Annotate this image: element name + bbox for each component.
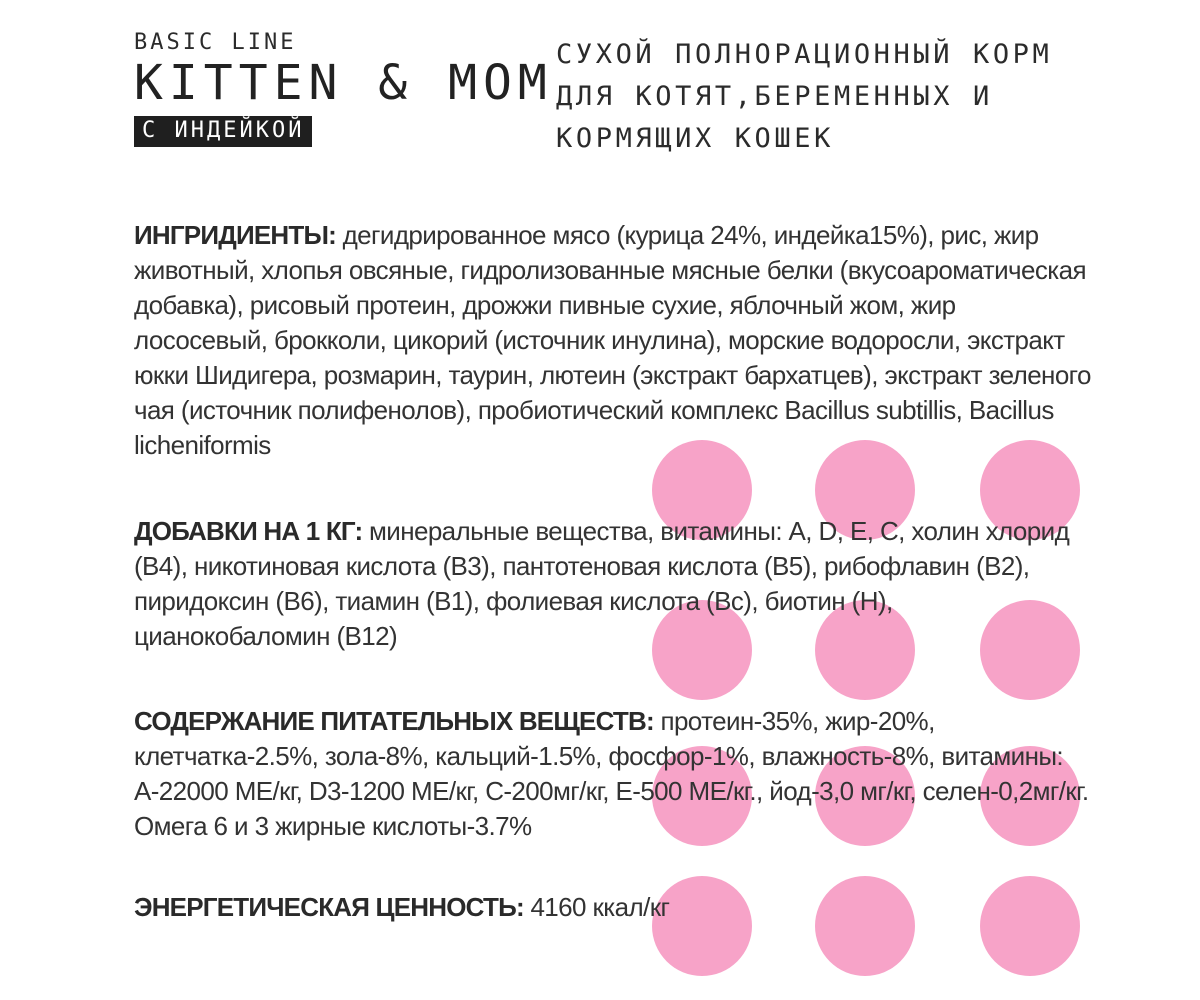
descriptor-line: СУХОЙ ПОЛНОРАЦИОННЫЙ КОРМ: [556, 39, 1053, 70]
additives-section: [134, 514, 1094, 654]
energy-section: [134, 890, 1094, 925]
energy-label: ЭНЕРГЕТИЧЕСКАЯ ЦЕННОСТЬ:: [134, 892, 524, 922]
descriptor-line: ДЛЯ КОТЯТ,БЕРЕМЕННЫХ И: [556, 81, 993, 112]
brand-block: [134, 30, 553, 147]
nutrients-section: [134, 704, 1094, 844]
product-line: BASIC LINE: [134, 30, 297, 55]
ingredients-text: дегидрированное мясо (курица 24%, индейка15%), рис, жир животный, хлопья овсяные, гидролизованные мясные белки (вкусоароматическая добавка), рисовый протеин, дрожжи пивные сухие, яблочный жом, жир лососевый, брокколи, цикорий (источник инулина), морские водоросли, экстракт юкки Шидигера, розмарин, таурин, лютеин (экстракт бархатцев), экстракт зеленого чая (источник полифенолов), пробиотический комплекс Bacillus subtillis, Bacillus licheniformis: [134, 220, 1091, 460]
flavor-badge: С ИНДЕЙКОЙ: [134, 116, 312, 147]
descriptor-line: КОРМЯЩИХ КОШЕК: [556, 123, 834, 154]
product-name: KITTEN & MOM: [134, 55, 553, 111]
product-descriptor: [556, 34, 1176, 160]
additives-label: ДОБАВКИ НА 1 КГ:: [134, 516, 363, 546]
additives-text: минеральные вещества, витамины: А, D, E, C, холин хлорид (В4), никотиновая кислота (В3), пантотеновая кислота (В5), рибофлавин (В2), пиридоксин (В6), тиамин (В1), фолиевая кислота (Вс), биотин (Н), цианокобаломин (В12): [134, 516, 1070, 651]
nutrients-text: протеин-35%, жир-20%, клетчатка-2.5%, зола-8%, кальций-1.5%, фосфор-1%, влажность-8%, витамины: А-22000 МЕ/кг, D3-1200 МЕ/кг, С-200мг/кг, Е-500 МЕ/кг., йод-3,0 мг/кг, селен-0,2мг/кг. Омега 6 и 3 жирные кислоты-3.7%: [134, 706, 1089, 841]
nutrients-label: СОДЕРЖАНИЕ ПИТАТЕЛЬНЫХ ВЕЩЕСТВ:: [134, 706, 654, 736]
ingredients-section: [134, 218, 1094, 463]
ingredients-label: ИНГРИДИЕНТЫ:: [134, 220, 336, 250]
energy-text: 4160 ккал/кг: [523, 892, 670, 922]
